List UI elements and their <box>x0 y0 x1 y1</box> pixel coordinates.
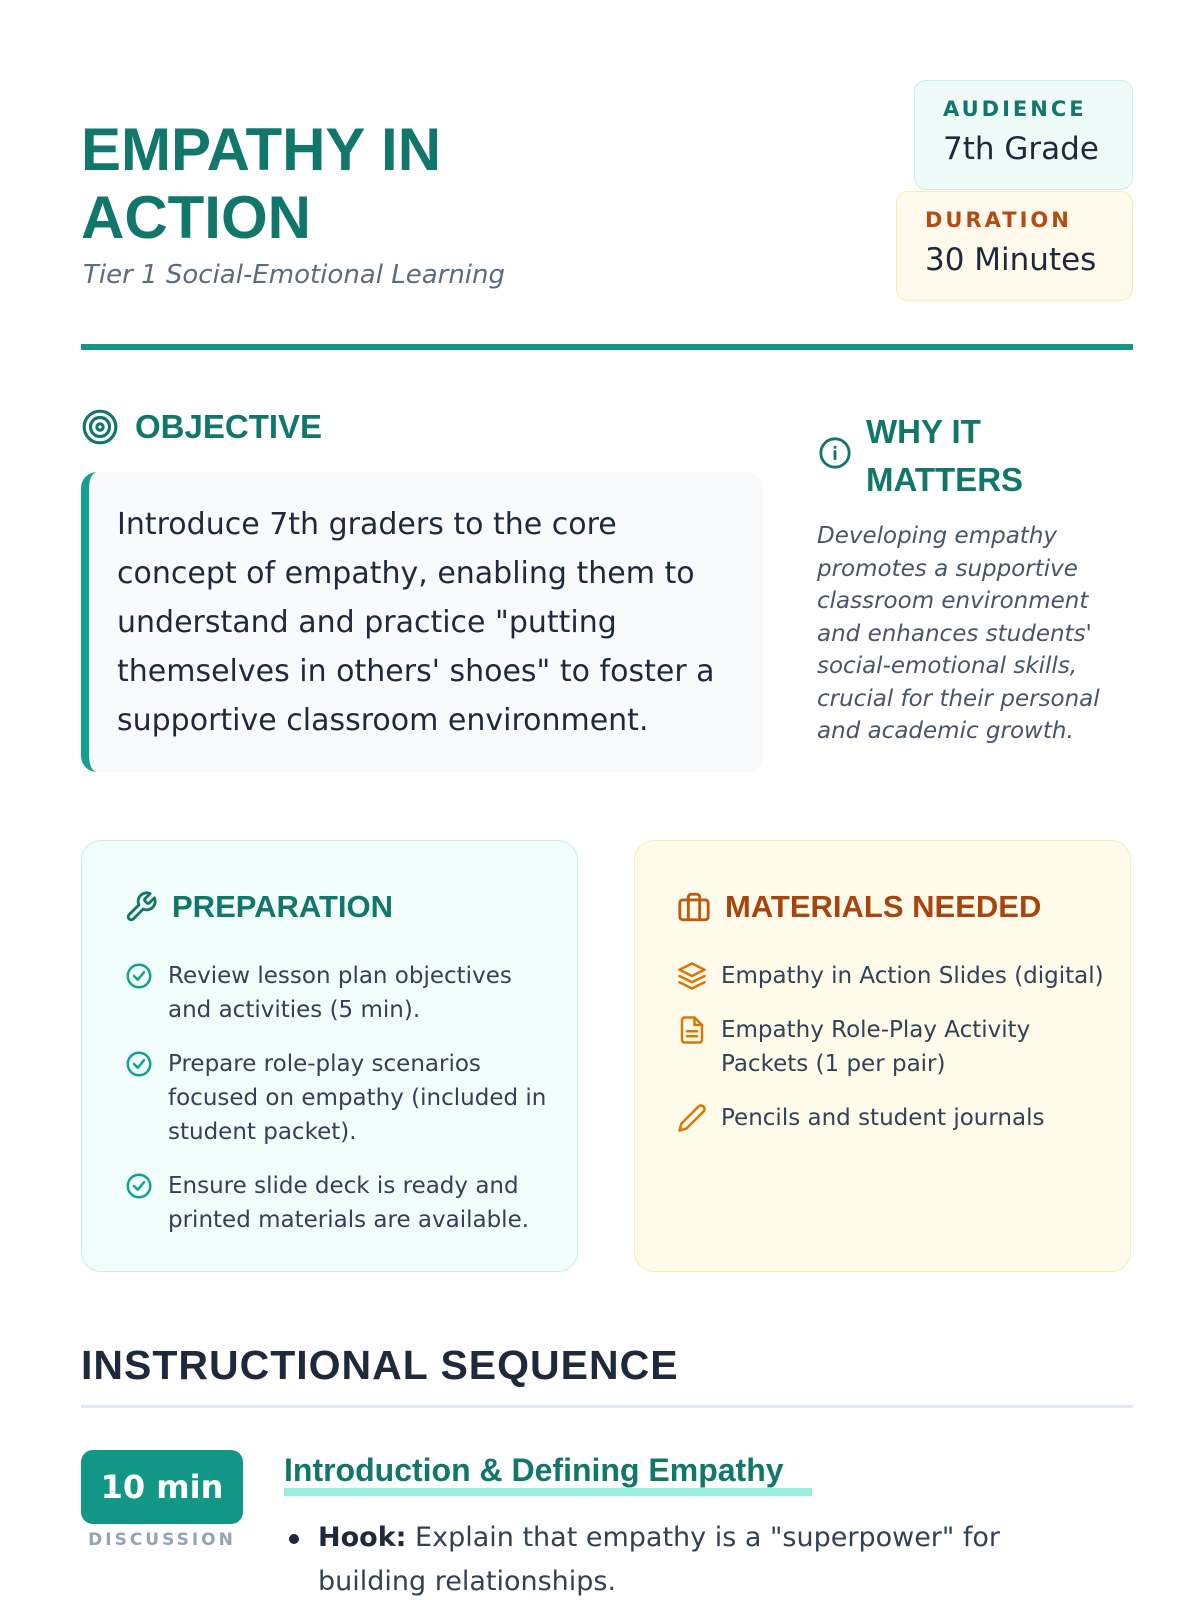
list-item <box>124 959 577 1027</box>
duration-label: DURATION <box>925 208 1072 232</box>
briefcase-icon <box>677 890 711 924</box>
step-bullets <box>284 1516 1104 1600</box>
layers-icon <box>677 961 707 991</box>
sequence-heading: INSTRUCTIONAL SEQUENCE <box>81 1342 679 1388</box>
list-item-text: Empathy in Action Slides (digital) <box>721 963 1104 989</box>
list-item <box>677 959 1130 993</box>
pencil-icon <box>677 1103 707 1133</box>
lesson-header <box>81 80 1133 352</box>
check-circle-icon <box>124 1171 154 1201</box>
list-item-text: Prepare role-play scenarios focused on empathy (included in student packet). <box>168 1051 547 1145</box>
preparation-card <box>81 840 578 1272</box>
list-item <box>284 1516 1104 1600</box>
page-subtitle: Tier 1 Social-Emotional Learning <box>83 260 506 290</box>
step-title-highlight <box>284 1488 812 1496</box>
materials-list <box>677 959 1130 1135</box>
list-item <box>677 1013 1130 1081</box>
objective-heading-label: OBJECTIVE <box>135 408 323 445</box>
why-it-matters-heading: WHY IT MATTERS <box>866 413 1024 498</box>
materials-heading <box>677 889 1130 925</box>
preparation-list <box>124 959 577 1237</box>
preparation-heading-label: PREPARATION <box>172 889 394 924</box>
document-icon <box>677 1015 707 1045</box>
audience-label: AUDIENCE <box>943 97 1087 121</box>
list-item <box>677 1101 1130 1135</box>
info-icon <box>818 436 852 470</box>
step-duration-badge: 10 min <box>81 1450 243 1524</box>
check-circle-icon <box>124 1049 154 1079</box>
objective-heading <box>81 408 322 446</box>
header-divider <box>81 344 1133 350</box>
step-title: Introduction & Defining Empathy <box>284 1452 784 1488</box>
bullet-text: Explain that empathy is a "superpower" for building relationships. <box>318 1522 1001 1597</box>
list-item <box>124 1169 577 1237</box>
audience-badge <box>914 80 1133 190</box>
page-title: EMPATHY IN ACTION <box>81 116 442 251</box>
bullet-label: Hook: <box>318 1522 407 1553</box>
materials-heading-label: MATERIALS NEEDED <box>725 889 1042 924</box>
list-item-text: Empathy Role-Play Activity Packets (1 per pair) <box>721 1017 1031 1077</box>
materials-card <box>634 840 1131 1272</box>
why-it-matters-text: Developing empathy promotes a supportive classroom environment and enhances students' social-emotional skills, crucial for their personal and academic growth. <box>817 523 1100 744</box>
wrench-icon <box>124 890 158 924</box>
list-item <box>124 1047 577 1149</box>
check-circle-icon <box>124 961 154 991</box>
list-item-text: Ensure slide deck is ready and printed materials are available. <box>168 1173 530 1233</box>
step-type-label: DISCUSSION <box>88 1530 236 1550</box>
list-item-text: Pencils and student journals <box>721 1105 1045 1131</box>
preparation-heading <box>124 889 577 925</box>
target-icon <box>81 408 119 446</box>
list-item-text: Review lesson plan objectives and activities (5 min). <box>168 963 512 1023</box>
duration-value: 30 Minutes <box>925 242 1097 278</box>
sequence-divider <box>81 1405 1133 1408</box>
duration-badge <box>896 191 1133 301</box>
objective-text: Introduce 7th graders to the core concept of empathy, enabling them to understand and practice "putting themselves in others' shoes" to foster a supportive classroom environment. <box>81 472 763 772</box>
audience-value: 7th Grade <box>943 131 1099 167</box>
